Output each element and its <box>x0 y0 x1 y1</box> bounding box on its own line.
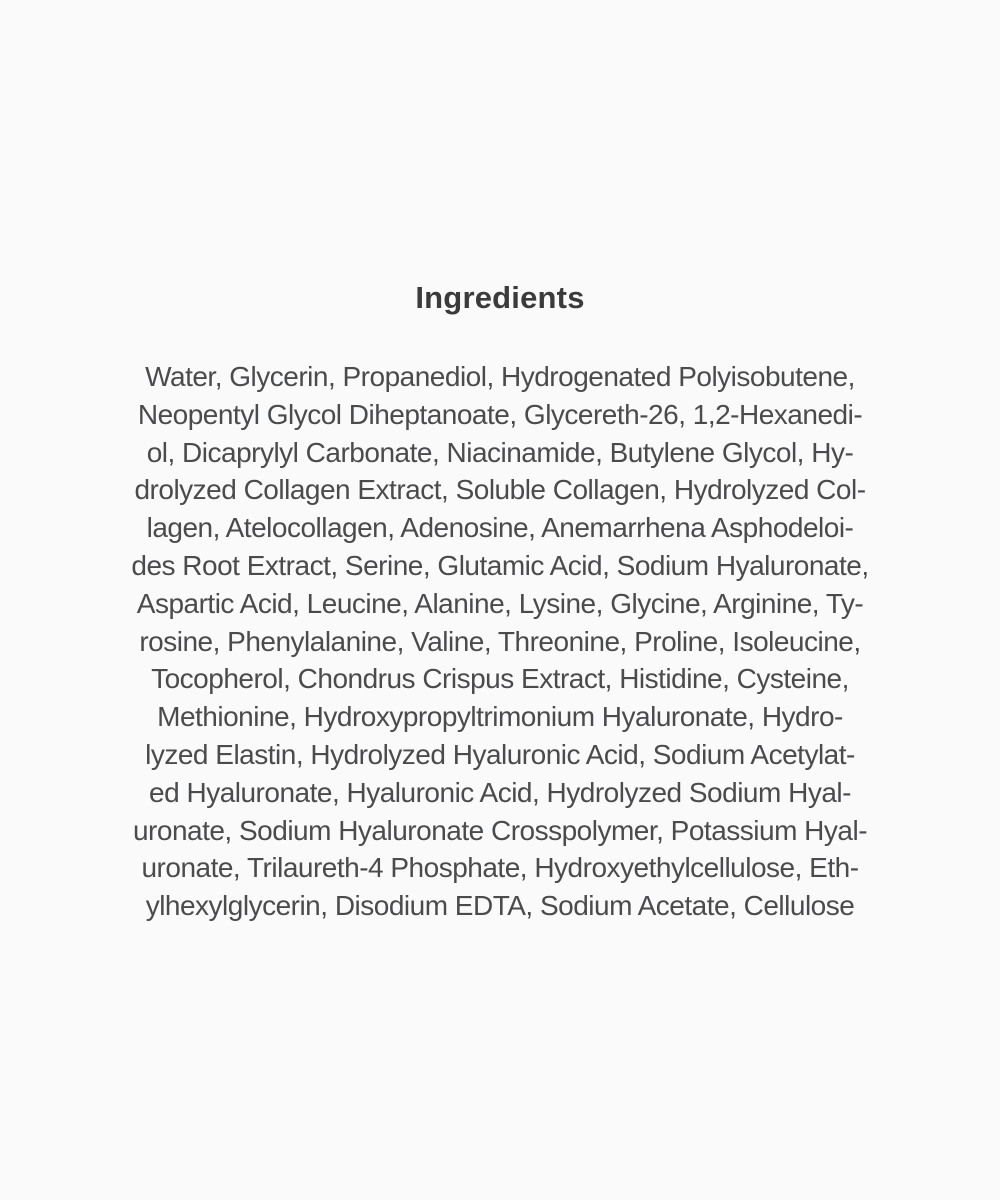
ingredients-line: lagen, Atelocollagen, Adenosine, Anemarrhena Asphodeloi- <box>146 512 854 544</box>
ingredients-line: Neopentyl Glycol Diheptanoate, Glycereth-26, 1,2-Hexanedi- <box>137 398 863 430</box>
ingredients-line: rosine, Phenylalanine, Valine, Threonine, Proline, Isoleucine, <box>139 625 861 657</box>
ingredients-line: Aspartic Acid, Leucine, Alanine, Lysine, Glycine, Arginine, Ty- <box>136 587 864 619</box>
ingredients-heading: Ingredients <box>415 280 585 315</box>
ingredients-line: Water, Glycerin, Propanediol, Hydrogenated Polyisobutene, <box>145 361 855 392</box>
ingredients-line: des Root Extract, Serine, Glutamic Acid, Sodium Hyaluronate, <box>131 549 869 581</box>
ingredients-line: Tocopherol, Chondrus Crispus Extract, Histidine, Cysteine, <box>151 663 849 695</box>
ingredients-line: Methionine, Hydroxypropyltrimonium Hyaluronate, Hydro- <box>157 701 843 733</box>
ingredients-line: ed Hyaluronate, Hyaluronic Acid, Hydrolyzed Sodium Hyal- <box>149 776 851 808</box>
ingredients-line: uronate, Trilaureth-4 Phosphate, Hydroxyethylcellulose, Eth- <box>141 852 859 884</box>
ingredients-line: ylhexylglycerin, Disodium EDTA, Sodium Acetate, Cellulose <box>145 890 855 922</box>
ingredients-line: lyzed Elastin, Hydrolyzed Hyaluronic Acid, Sodium Acetylat- <box>145 738 855 770</box>
ingredients-line: uronate, Sodium Hyaluronate Crosspolymer, Potassium Hyal- <box>132 814 868 846</box>
ingredients-line: ol, Dicaprylyl Carbonate, Niacinamide, Butylene Glycol, Hy- <box>146 436 854 468</box>
ingredients-paragraph <box>0 358 1000 925</box>
ingredients-line: drolyzed Collagen Extract, Soluble Collagen, Hydrolyzed Col- <box>134 474 866 506</box>
